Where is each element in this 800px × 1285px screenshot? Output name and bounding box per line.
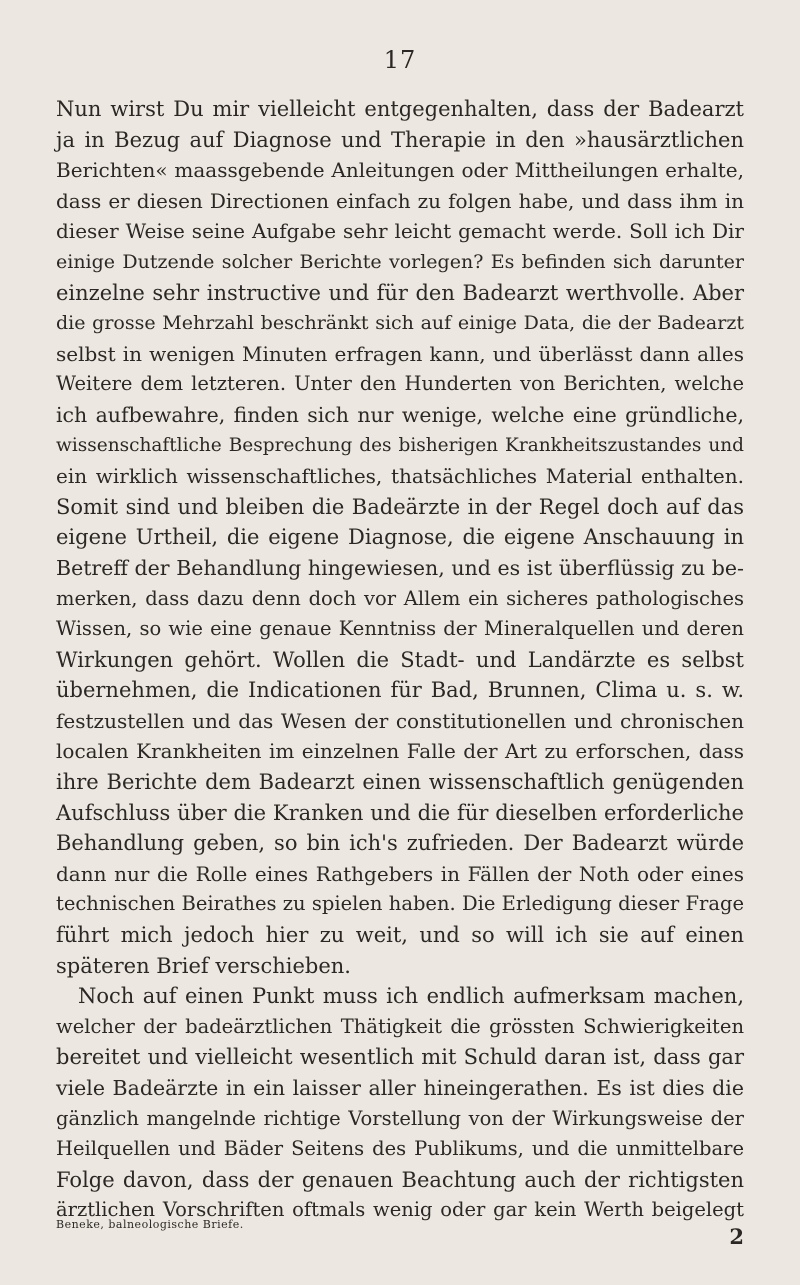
text-line: localen Krankheiten im einzelnen Falle der Art zu erforschen, dass (56, 739, 744, 764)
signature-mark: 2 (729, 1224, 744, 1249)
text-line: späteren Brief verschieben. (56, 953, 351, 978)
text-line: eigene Urtheil, die eigene Diagnose, die eigene Anschauung in (56, 525, 744, 550)
text-line: ärztlichen Vorschriften oftmals wenig oder gar kein Werth beigelegt (56, 1198, 744, 1222)
text-line: Weitere dem letzteren. Unter den Hunderten von Berichten, welche (56, 372, 744, 396)
text-line: ihre Berichte dem Badearzt einen wissenschaftlich genügenden (56, 770, 744, 795)
text-line: Behandlung geben, so bin ich's zufrieden. Der Badearzt würde (56, 831, 744, 856)
text-line: ein wirklich wissenschaftliches, thatsächliches Material enthalten. (56, 464, 744, 489)
text-line: Wissen, so wie eine genaue Kenntniss der Mineralquellen und deren (56, 617, 744, 641)
text-line: selbst in wenigen Minuten erfragen kann, und überlässt dann alles (56, 341, 744, 366)
text-line: einzelne sehr instructive und für den Badearzt werthvolle. Aber (56, 280, 744, 305)
text-line: technischen Beirathes zu spielen haben. Die Erledigung dieser Frage (56, 892, 744, 916)
text-line: merken, dass dazu denn doch vor Allem ein sicheres pathologisches (56, 586, 744, 610)
text-line: festzustellen und das Wesen der constitutionellen und chronischen (56, 708, 744, 733)
text-line: Wirkungen gehört. Wollen die Stadt- und Landärzte es selbst (56, 647, 744, 672)
text-line: gänzlich mangelnde richtige Vorstellung von der Wirkungsweise der (56, 1106, 744, 1130)
footer-reference: Beneke, balneologische Briefe. (56, 1218, 244, 1231)
text-line: Somit sind und bleiben die Badeärzte in der Regel doch auf das (56, 494, 744, 519)
text-line: bereitet und vielleicht wesentlich mit Schuld daran ist, dass gar (56, 1045, 744, 1070)
text-line: Nun wirst Du mir vielleicht entgegenhalten, dass der Badearzt (56, 97, 744, 121)
text-line: dann nur die Rolle eines Rathgebers in Fällen der Noth oder eines (56, 861, 744, 886)
page-footer (56, 1218, 744, 1248)
text-line: Berichten« maassgebende Anleitungen oder Mittheilungen erhalte, (56, 158, 744, 183)
text-line: wissenschaftliche Besprechung des bisherigen Krankheitszustandes und (56, 434, 744, 456)
text-line: dieser Weise seine Aufgabe sehr leicht gemacht werde. Soll ich Dir (56, 219, 744, 244)
text-line: führt mich jedoch hier zu weit, und so will ich sie auf einen (56, 923, 744, 948)
text-line: ich aufbewahre, finden sich nur wenige, welche eine gründliche, (56, 402, 744, 427)
text-line: Betreff der Behandlung hingewiesen, und es ist überflüssig zu be- (56, 555, 744, 580)
text-line: Folge davon, dass der genauen Beachtung auch der richtigsten (56, 1167, 744, 1192)
text-line: Heilquellen und Bäder Seitens des Publikums, und die unmittelbare (56, 1137, 744, 1161)
text-line: dass er diesen Directionen einfach zu folgen habe, und dass ihm in (56, 188, 744, 213)
body-text (56, 94, 744, 1226)
text-line: übernehmen, die Indicationen für Bad, Brunnen, Clima u. s. w. (56, 678, 744, 703)
text-line: Noch auf einen Punkt muss ich endlich aufmerksam machen, (78, 984, 744, 1009)
text-line: die grosse Mehrzahl beschränkt sich auf einige Data, die der Badearzt (56, 312, 744, 335)
text-line: welcher der badeärztlichen Thätigkeit die grössten Schwierigkeiten (56, 1014, 744, 1038)
text-line: einige Dutzende solcher Berichte vorlegen? Es befinden sich darunter (56, 250, 744, 273)
text-line: ja in Bezug auf Diagnose und Therapie in den »hausärztlichen (56, 127, 744, 152)
text-line: Aufschluss über die Kranken und die für dieselben erforderliche (56, 800, 744, 825)
text-line: viele Badeärzte in ein laisser aller hineingerathen. Es ist dies die (56, 1076, 744, 1100)
page-number: 17 (383, 46, 417, 74)
